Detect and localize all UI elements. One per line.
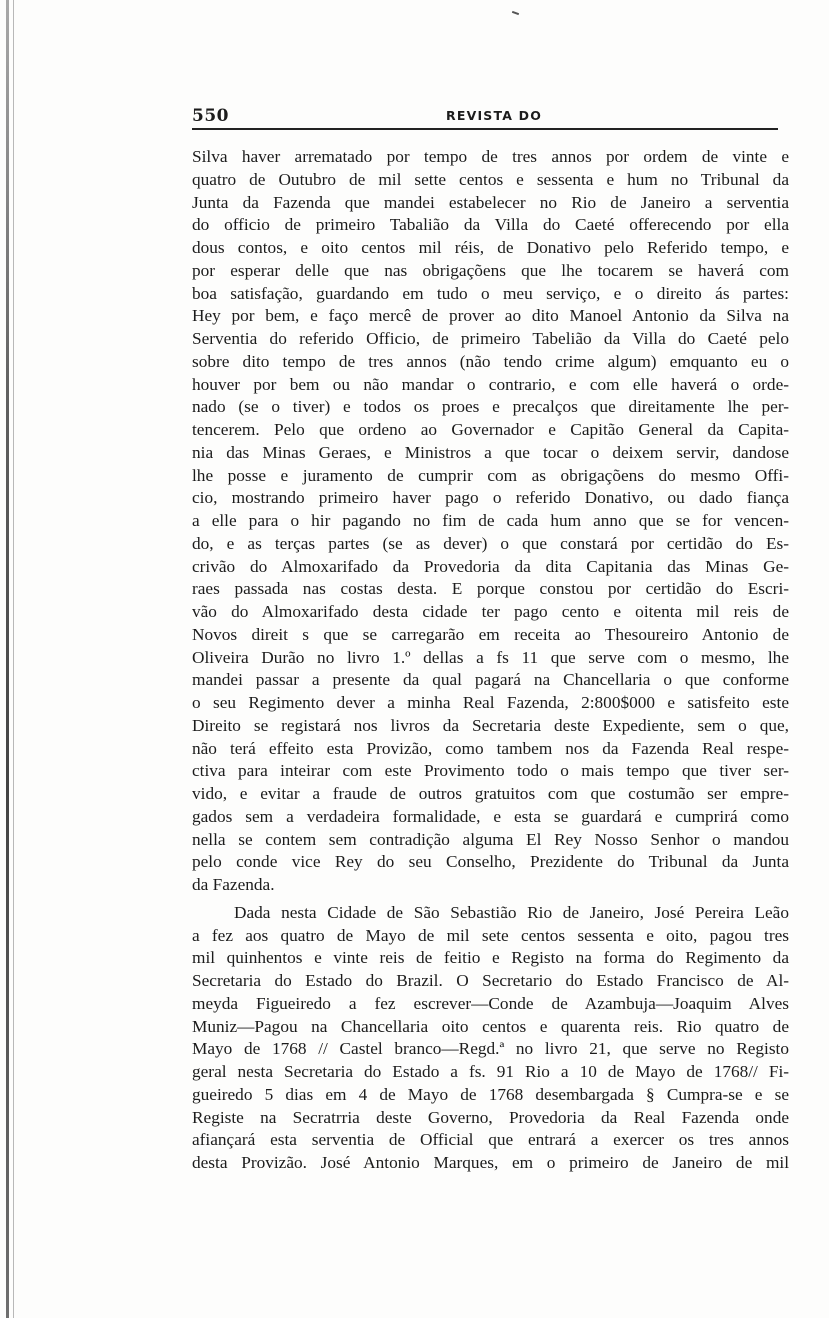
text-line: gados sem a verdadeira formalidade, e esta se guardará e cumprirá como	[192, 806, 789, 826]
text-line: Junta da Fazenda que mandei estabelecer no Rio de Janeiro a serventia	[192, 192, 789, 212]
text-line: Serventia do referido Officio, de primeiro Tabelião da Villa do Caeté pelo	[192, 329, 789, 348]
page-number: 550	[192, 106, 229, 126]
text-line: nella se contem sem contradição alguma El Rey Nosso Senhor o mandou	[192, 829, 789, 849]
text-line: Novos direit s que se carregarão em receita ao Thesoureiro Antonio de	[192, 624, 789, 644]
text-line: Muniz—Pagou na Chancellaria oito centos e quarenta reis. Rio quatro de	[192, 1016, 789, 1036]
text-line: a elle para o hir pagando no fim de cada hum anno que se for vencen-	[192, 511, 789, 530]
text-line: quatro de Outubro de mil sette centos e sessenta e hum no Tribunal da	[192, 169, 789, 189]
text-line: geral nesta Secretaria do Estado a fs. 91 Rio a 10 de Mayo de 1768// Fi-	[192, 1062, 789, 1081]
text-line: meyda Figueiredo a fez escrever—Conde de Azambuja—Joaquim Alves	[192, 993, 789, 1013]
text-line: do officio de primeiro Tabalião da Villa do Caeté offerecendo por ella	[192, 215, 789, 235]
text-line: a fez aos quatro de Mayo de mil sete centos sessenta e oito, pagou tres	[192, 925, 789, 945]
text-line: o seu Regimento dever a minha Real Fazenda, 2:800$000 e satisfeito este	[192, 693, 789, 712]
text-line: Silva haver arrematado por tempo de tres annos por ordem de vinte e	[192, 147, 789, 166]
scan-speck	[512, 11, 519, 15]
text-line: do, e as terças partes (se as dever) o que constará por certidão do Es-	[192, 533, 789, 553]
text-line: dous contos, e oito centos mil réis, de Donativo pelo Referido tempo, e	[192, 238, 789, 257]
text-line: raes passada nas costas desta. E porque constou por certidão do Escri-	[192, 579, 789, 599]
paragraph-2	[192, 902, 789, 1175]
text-line: Mayo de 1768 // Castel branco—Regd.ª no livro 21, que serve no Registo	[192, 1039, 789, 1059]
text-line: afiançará esta serventia de Official que entrará a exercer os tres annos	[192, 1130, 789, 1150]
text-line: Dada nesta Cidade de São Sebastião Rio de Janeiro, José Pereira Leão	[234, 902, 789, 922]
text-line: vão do Almoxarifado desta cidade ter pago cento e oitenta mil reis de	[192, 602, 789, 621]
text-line: boa satisfação, guardando em tudo o meu serviço, e o direito ás partes:	[192, 283, 789, 303]
body-text	[192, 146, 789, 1175]
text-line: crivão do Almoxarifado da Provedoria da dita Capitania das Minas Ge-	[192, 556, 789, 576]
text-line: nia das Minas Geraes, e Ministros a que tocar o deixem servir, dandose	[192, 442, 789, 462]
running-head: REVISTA DO	[446, 108, 543, 123]
text-line: houver por bem ou não mandar o contrario, e com elle haverá o orde-	[192, 374, 789, 394]
text-line: tencerem. Pelo que ordeno ao Governador e Capitão General da Capita-	[192, 420, 789, 439]
text-line: lhe posse e juramento de cumprir com as obrigaçõens do mesmo Offi-	[192, 465, 789, 485]
header-rule	[192, 128, 778, 130]
binding-edge	[6, 0, 9, 1318]
text-line: não terá effeito esta Provizão, como tambem nos da Fazenda Real respe-	[192, 738, 789, 758]
text-line: mil quinhentos e vinte reis de feitio e Registo na forma do Regimento da	[192, 948, 789, 968]
text-line: mandei passar a presente da qual pagará na Chancellaria o que conforme	[192, 670, 789, 690]
text-line: ctiva para inteirar com este Provimento todo o mais tempo que tiver ser-	[192, 761, 789, 781]
text-line: por esperar delle que nas obrigaçõens que lhe tocarem se haverá com	[192, 260, 789, 280]
binding-edge-line	[13, 0, 14, 1318]
text-line: Registe na Secratrria deste Governo, Provedoria da Real Fazenda onde	[192, 1107, 789, 1127]
text-line: vido, e evitar a fraude de outros gratuitos com que costumão ser empre-	[192, 784, 789, 803]
text-line: Oliveira Durão no livro 1.º dellas a fs 11 que serve com o mesmo, lhe	[192, 647, 789, 667]
paragraph-1	[192, 146, 789, 897]
text-line: sobre dito tempo de tres annos (não tendo crime algum) emquanto eu o	[192, 351, 789, 371]
text-line: nado (se o tiver) e todos os proes e precalços que direitamente lhe per-	[192, 397, 789, 417]
text-line: Direito se registará nos livros da Secretaria deste Expediente, sem o que,	[192, 715, 789, 735]
text-line: da Fazenda.	[192, 875, 275, 894]
text-line: pelo conde vice Rey do seu Conselho, Prezidente do Tribunal da Junta	[192, 852, 789, 872]
text-line: desta Provizão. José Antonio Marques, em o primeiro de Janeiro de mil	[192, 1153, 789, 1172]
text-line: gueiredo 5 dias em 4 de Mayo de 1768 desembargada § Cumpra-se e se	[192, 1084, 789, 1104]
text-line: cio, mostrando primeiro haver pago o referido Donativo, ou dado fiança	[192, 488, 789, 508]
text-line: Hey por bem, e faço mercê de prover ao dito Manoel Antonio da Silva na	[192, 306, 789, 326]
text-line: Secretaria do Estado do Brazil. O Secretario do Estado Francisco de Al-	[192, 971, 789, 990]
page-header	[192, 100, 784, 130]
